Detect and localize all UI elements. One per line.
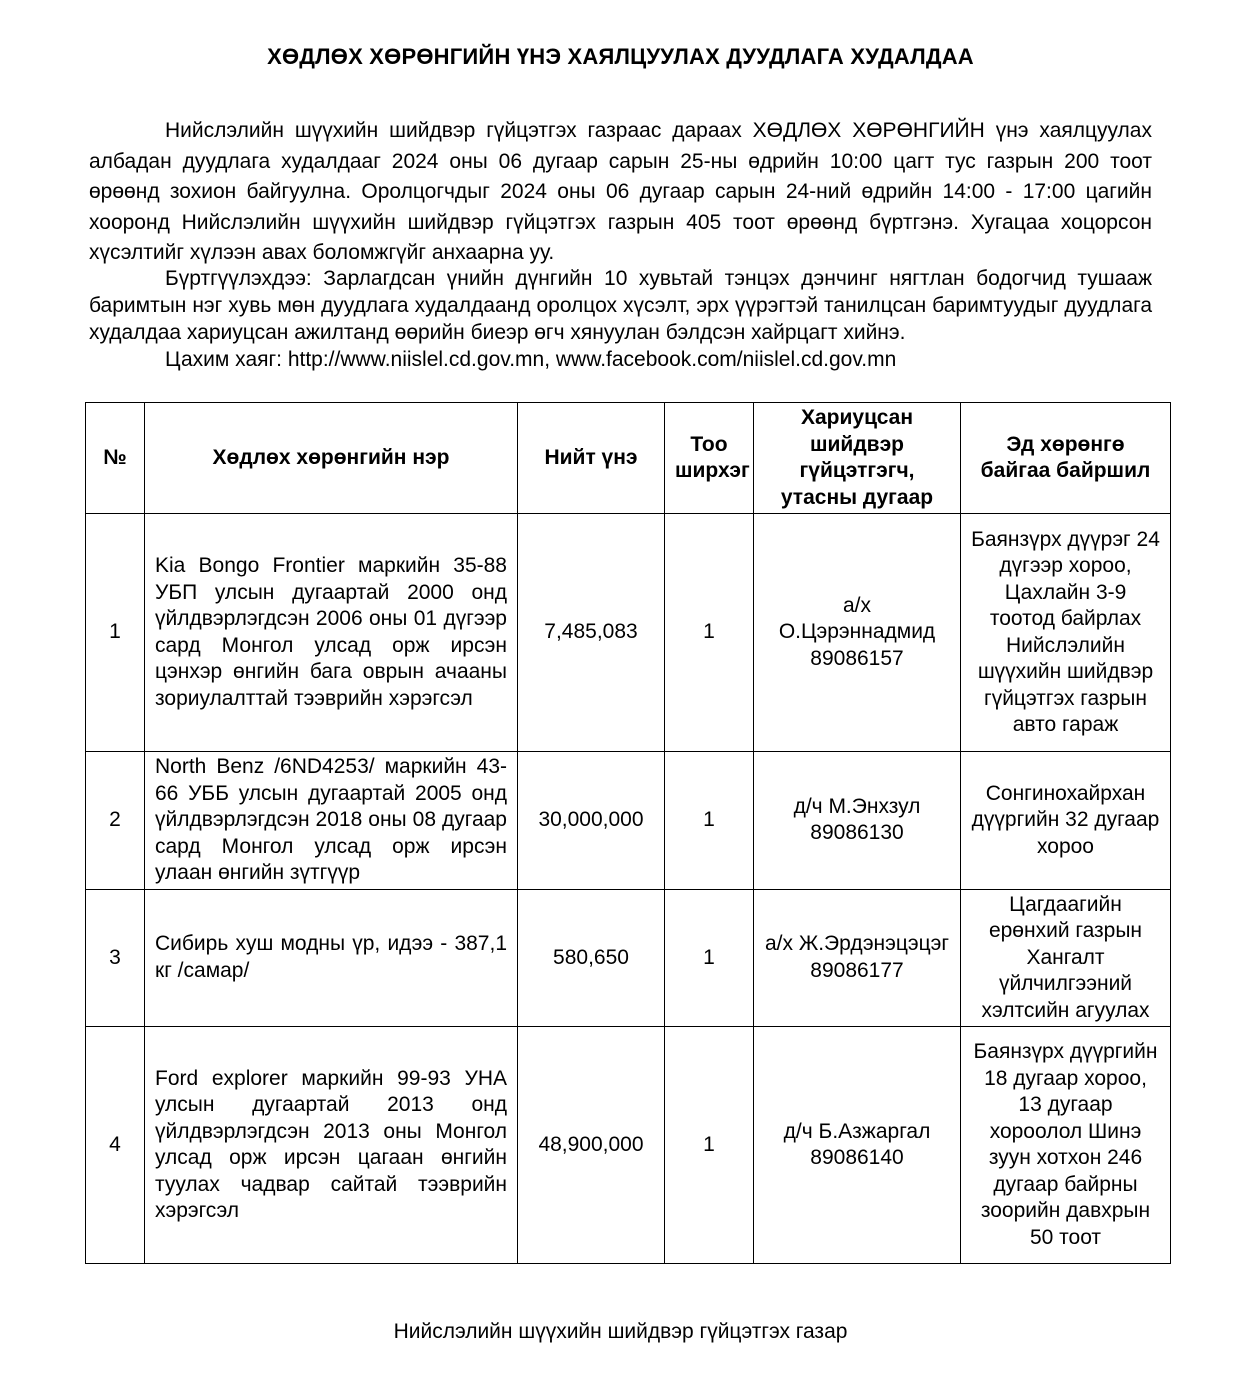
header-total-price: Нийт үнэ xyxy=(518,403,665,514)
asset-location: Баянзүрх дүүргийн 18 дугаар хороо, 13 дугаар хороолол Шинэ зуун хотхон 246 дугаар байрны зоорийн давхрын 50 тоот xyxy=(961,1027,1171,1264)
asset-location: Баянзүрх дүүрэг 24 дүгээр хороо, Цахлайн 3-9 тоотод байрлах Нийслэлийн шүүхийн шийдвэр гүйцэтгэх газрын авто гараж xyxy=(961,514,1171,752)
header-officer: Хариуцсан шийдвэр гүйцэтгэгч, утасны дугаар xyxy=(754,403,961,514)
table-row xyxy=(86,752,1171,890)
asset-name: Kia Bongo Frontier маркийн 35-88 УБП улсын дугаартай 2000 онд үйлдвэрлэгдсэн 2006 оны 01 дүгээр сард Монгол улсад орж ирсэн цэнхэр өнгийн бага оврын ачааны зориулалттай тээврийн хэрэгсэл xyxy=(145,514,518,752)
row-number: 3 xyxy=(86,889,145,1027)
header-location: Эд хөрөнгө байгаа байршил xyxy=(961,403,1171,514)
asset-price: 7,485,083 xyxy=(518,514,665,752)
asset-name: Ford explorer маркийн 99-93 УНА улсын дугаартай 2013 онд үйлдвэрлэгдсэн 2013 оны Монгол улсад орж ирсэн цагаан өнгийн туулах чадвар сайтай тээврийн хэрэгсэл xyxy=(145,1027,518,1264)
row-number: 1 xyxy=(86,514,145,752)
table-header-row xyxy=(86,403,1171,514)
header-quantity: Тоо ширхэг xyxy=(665,403,754,514)
page-title: ХӨДЛӨХ ХӨРӨНГИЙН ҮНЭ ХАЯЛЦУУЛАХ ДУУДЛАГА ХУДАЛДАА xyxy=(267,44,974,69)
header-number: № xyxy=(86,403,145,514)
asset-price: 48,900,000 xyxy=(518,1027,665,1264)
responsible-officer: а/х Ж.Эрдэнэцэцэг 89086177 xyxy=(754,889,961,1027)
paragraph-auction-info: Нийслэлийн шүүхийн шийдвэр гүйцэтгэх газраас дараах ХӨДЛӨХ ХӨРӨНГИЙН үнэ хаялцуулах албадан дуудлага худалдааг 2024 оны 06 дугаар сарын 25-ны өдрийн 10:00 цагт тус газрын 200 тоот өрөөнд зохион байгуулна. Оролцогчдыг 2024 оны 06 дугаар сарын 24-ний өдрийн 14:00 - 17:00 цагийн хооронд Нийслэлийн шүүхийн шийдвэр гүйцэтгэх газрын 405 тоот өрөөнд бүртгэнэ. Хугацаа хоцорсон хүсэлтийг хүлээн авах боломжгүйг анхаарна уу. xyxy=(89,119,1152,264)
table-row xyxy=(86,514,1171,752)
asset-quantity: 1 xyxy=(665,514,754,752)
table-row xyxy=(86,889,1171,1027)
responsible-officer: д/ч Б.Азжаргал 89086140 xyxy=(754,1027,961,1264)
issuing-organization: Нийслэлийн шүүхийн шийдвэр гүйцэтгэх газар xyxy=(393,1320,848,1343)
table-row xyxy=(86,1027,1171,1264)
row-number: 2 xyxy=(86,752,145,890)
asset-quantity: 1 xyxy=(665,752,754,890)
responsible-officer: а/х О.Цэрэннадмид 89086157 xyxy=(754,514,961,752)
announcement-text xyxy=(89,116,1152,375)
asset-quantity: 1 xyxy=(665,1027,754,1264)
paragraph-registration: Бүртгүүлэхдээ: Зарлагдсан үнийн дүнгийн 10 хувьтай тэнцэх дэнчинг нягтлан бодогчид тушааж баримтын нэг хувь мөн дуудлага худалдаанд оролцох хүсэлт, эрх үүрэгтэй танилцсан баримтуудыг дуудлага худалдаа хариуцсан ажилтанд өөрийн биеэр өгч хянуулан бэлдсэн хайрцагт хийнэ. xyxy=(89,266,1152,344)
row-number: 4 xyxy=(86,1027,145,1264)
assets-table xyxy=(85,402,1171,1264)
asset-name: North Benz /6ND4253/ маркийн 43-66 УББ улсын дугаартай 2005 онд үйлдвэрлэгдсэн 2018 оны 08 дугаар сард Монгол улсад орж ирсэн улаан өнгийн зүтгүүр xyxy=(145,752,518,890)
asset-location: Цагдаагийн ерөнхий газрын Хангалт үйлчилгээний хэлтсийн агуулах xyxy=(961,889,1171,1027)
asset-quantity: 1 xyxy=(665,889,754,1027)
header-asset-name: Хөдлөх хөрөнгийн нэр xyxy=(145,403,518,514)
responsible-officer: д/ч М.Энхзул 89086130 xyxy=(754,752,961,890)
paragraph-web-address: Цахим хаяг: http://www.niislel.cd.gov.mn, www.facebook.com/niislel.cd.gov.mn xyxy=(165,347,897,371)
asset-location: Сонгинохайрхан дүүргийн 32 дугаар хороо xyxy=(961,752,1171,890)
asset-name: Сибирь хуш модны үр, идээ - 387,1 кг /самар/ xyxy=(145,889,518,1027)
asset-price: 580,650 xyxy=(518,889,665,1027)
asset-price: 30,000,000 xyxy=(518,752,665,890)
